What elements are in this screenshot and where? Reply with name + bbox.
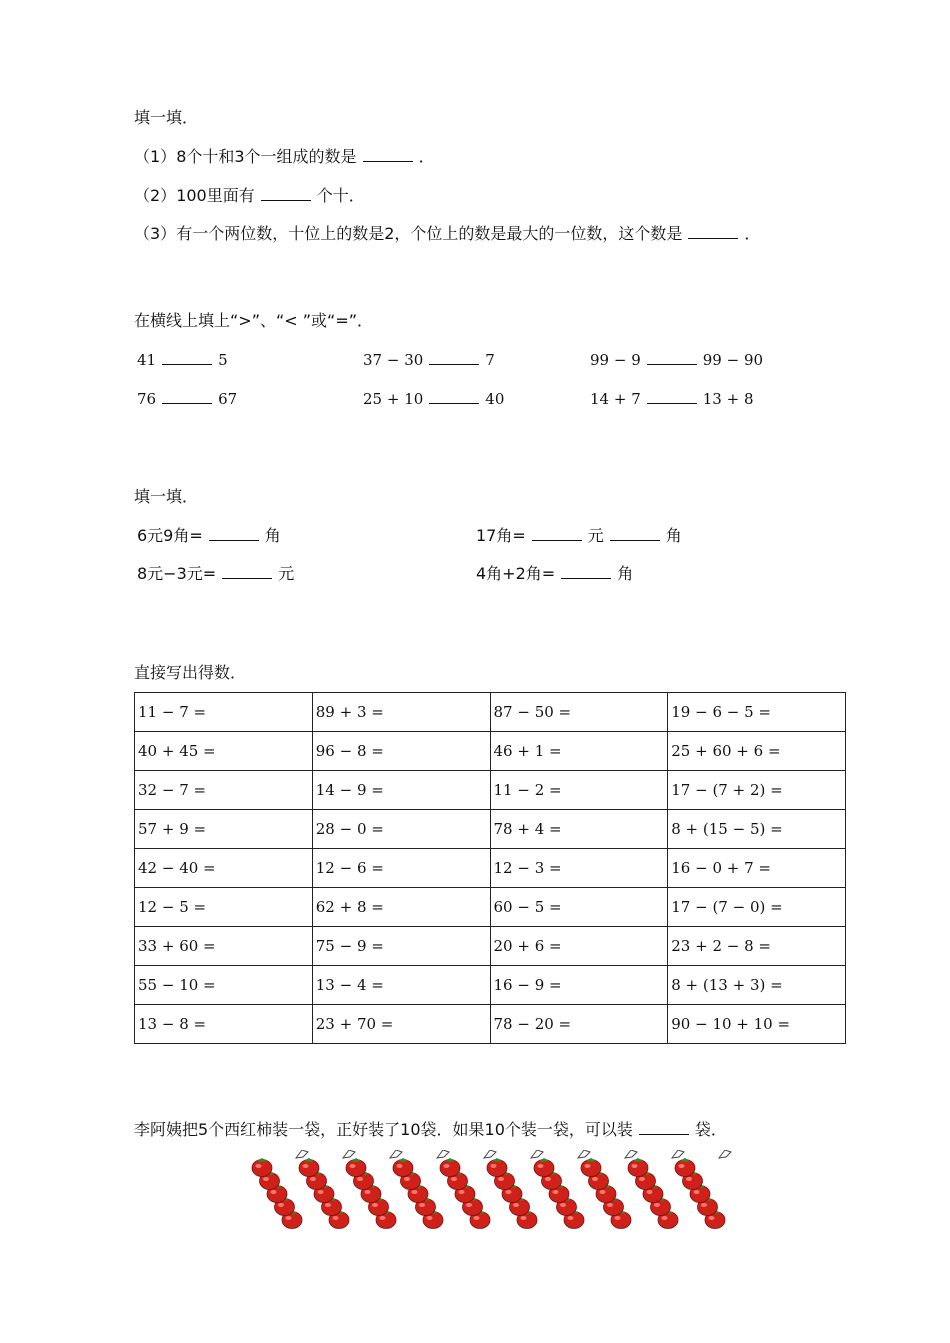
section3-title: 填一填． (134, 487, 199, 506)
compare-item (363, 350, 495, 370)
table-row (135, 732, 846, 771)
tomato (628, 1158, 648, 1177)
calc-cell[interactable]: 75 − 9 = (312, 927, 490, 966)
word-problem-suffix: 袋． (694, 1120, 727, 1139)
section4-title: 直接写出得数． (134, 663, 247, 682)
compare-item (137, 389, 237, 409)
calc-cell[interactable]: 8 + (15 − 5) = (668, 810, 846, 849)
calc-cell[interactable]: 8 + (13 + 3) = (668, 966, 846, 1005)
tomato-bag (487, 1150, 543, 1229)
question-suffix: ． (744, 224, 761, 243)
unit-label: 元 (587, 526, 604, 545)
compare-blank[interactable] (429, 389, 479, 404)
tomato-bag (628, 1150, 684, 1229)
compare-left: 41 (137, 351, 157, 369)
money-expression: 8元−3元= (137, 564, 217, 583)
calc-cell[interactable]: 28 − 0 = (312, 810, 490, 849)
question-number: （3） (134, 224, 177, 243)
answer-blank[interactable] (363, 147, 413, 162)
table-row (135, 966, 846, 1005)
compare-blank[interactable] (647, 389, 697, 404)
compare-left: 99 − 9 (590, 351, 641, 369)
question-1 (134, 147, 435, 167)
compare-right: 13 + 8 (702, 390, 754, 408)
tomato-bag (393, 1150, 449, 1229)
question-number: （1） (134, 147, 177, 166)
calc-cell[interactable]: 90 − 10 + 10 = (668, 1005, 846, 1044)
calc-cell[interactable]: 17 − (7 + 2) = (668, 771, 846, 810)
calc-cell[interactable]: 78 + 4 = (490, 810, 668, 849)
compare-item (137, 350, 228, 370)
tomato (487, 1158, 507, 1177)
table-row (135, 810, 846, 849)
tomato-illustration (246, 1150, 736, 1240)
money-expression: 4角+2角= (476, 564, 556, 583)
tomato (675, 1158, 695, 1177)
compare-right: 40 (485, 390, 505, 408)
bag-knot (343, 1150, 355, 1158)
table-row (135, 927, 846, 966)
question-number: （2） (134, 186, 177, 205)
answer-blank[interactable] (532, 526, 582, 541)
tomato (534, 1158, 554, 1177)
tomato (299, 1158, 319, 1177)
answer-blank[interactable] (261, 186, 311, 201)
tomato-bags-figure (246, 1150, 736, 1236)
unit-label: 角 (617, 564, 634, 583)
money-item (137, 526, 281, 546)
question-text: 8个十和3个一组成的数是 (176, 147, 357, 166)
answer-blank[interactable] (639, 1120, 689, 1135)
calc-cell[interactable]: 46 + 1 = (490, 732, 668, 771)
calc-cell[interactable]: 60 − 5 = (490, 888, 668, 927)
table-row (135, 849, 846, 888)
calc-cell[interactable]: 89 + 3 = (312, 693, 490, 732)
unit-label: 角 (665, 526, 682, 545)
answer-blank[interactable] (688, 224, 738, 239)
calc-cell[interactable]: 11 − 2 = (490, 771, 668, 810)
tomato-bag (581, 1150, 637, 1229)
calc-cell[interactable]: 40 + 45 = (135, 732, 313, 771)
calc-cell[interactable]: 23 + 70 = (312, 1005, 490, 1044)
compare-right: 67 (218, 390, 238, 408)
question-2 (134, 186, 365, 206)
question-3 (134, 224, 760, 244)
section1-title: 填一填． (134, 108, 199, 127)
money-item (137, 564, 294, 584)
bag-knot (625, 1150, 637, 1158)
money-expression: 6元9角= (137, 526, 203, 545)
compare-item (590, 350, 763, 370)
table-row (135, 1005, 846, 1044)
bag-knot (390, 1150, 402, 1158)
calc-table (134, 692, 846, 1044)
compare-left: 37 − 30 (363, 351, 424, 369)
compare-left: 14 + 7 (590, 390, 641, 408)
question-text: 有一个两位数，十位上的数是2，个位上的数是最大的一位数，这个数是 (176, 224, 683, 243)
calc-cell[interactable]: 16 − 0 + 7 = (668, 849, 846, 888)
compare-left: 25 + 10 (363, 390, 424, 408)
question-text: 100里面有 (176, 186, 255, 205)
compare-blank[interactable] (162, 350, 212, 365)
bag-knot (578, 1150, 590, 1158)
calc-cell[interactable]: 25 + 60 + 6 = (668, 732, 846, 771)
tomato (440, 1158, 460, 1177)
answer-blank[interactable] (209, 526, 259, 541)
tomato-bag (675, 1150, 731, 1229)
calc-cell[interactable]: 33 + 60 = (135, 927, 313, 966)
tomato (581, 1158, 601, 1177)
tomato-bag (346, 1150, 402, 1229)
tomato (252, 1158, 272, 1177)
bag-knot (296, 1150, 308, 1158)
calc-cell[interactable]: 12 − 6 = (312, 849, 490, 888)
calc-cell[interactable]: 57 + 9 = (135, 810, 313, 849)
section2-title: 在横线上填上“>”、“< ”或“=”． (134, 311, 374, 330)
calc-cell[interactable]: 42 − 40 = (135, 849, 313, 888)
calc-cell[interactable]: 12 − 3 = (490, 849, 668, 888)
money-item (476, 564, 633, 584)
calc-cell[interactable]: 96 − 8 = (312, 732, 490, 771)
question-suffix: 个十． (316, 186, 365, 205)
calc-cell[interactable]: 87 − 50 = (490, 693, 668, 732)
calc-cell[interactable]: 17 − (7 − 0) = (668, 888, 846, 927)
unit-label: 角 (264, 526, 281, 545)
bag-knot (437, 1150, 449, 1158)
question-suffix: ． (418, 147, 435, 166)
bag-knot (531, 1150, 543, 1158)
tomato-bag (299, 1150, 355, 1229)
calc-cell[interactable]: 13 − 8 = (135, 1005, 313, 1044)
compare-blank[interactable] (647, 350, 697, 365)
answer-blank[interactable] (561, 564, 611, 579)
tomato (393, 1158, 413, 1177)
word-problem-text: 李阿姨把5个西红柿装一袋，正好装了10袋．如果10个装一袋，可以装 (134, 1120, 633, 1139)
calc-cell[interactable]: 78 − 20 = (490, 1005, 668, 1044)
compare-item (590, 389, 754, 409)
compare-right: 5 (218, 351, 228, 369)
compare-blank[interactable] (162, 389, 212, 404)
calc-cell[interactable]: 32 − 7 = (135, 771, 313, 810)
money-expression: 17角= (476, 526, 526, 545)
table-row (135, 771, 846, 810)
calc-cell[interactable]: 55 − 10 = (135, 966, 313, 1005)
calc-cell[interactable]: 62 + 8 = (312, 888, 490, 927)
calc-cell[interactable]: 14 − 9 = (312, 771, 490, 810)
tomato-bag (440, 1150, 496, 1229)
unit-label: 元 (278, 564, 295, 583)
calc-cell[interactable]: 20 + 6 = (490, 927, 668, 966)
table-row (135, 888, 846, 927)
compare-item (363, 389, 504, 409)
bag-knot (719, 1150, 731, 1158)
calc-cell[interactable]: 12 − 5 = (135, 888, 313, 927)
answer-blank[interactable] (610, 526, 660, 541)
table-row (135, 693, 846, 732)
compare-blank[interactable] (429, 350, 479, 365)
calc-cell[interactable]: 16 − 9 = (490, 966, 668, 1005)
compare-right: 99 − 90 (702, 351, 764, 369)
calc-cell[interactable]: 23 + 2 − 8 = (668, 927, 846, 966)
money-item (476, 526, 682, 546)
word-problem (134, 1120, 727, 1140)
tomato-bag (252, 1150, 308, 1229)
tomato (346, 1158, 366, 1177)
compare-left: 76 (137, 390, 157, 408)
calc-cell[interactable]: 19 − 6 − 5 = (668, 693, 846, 732)
tomato-bag (534, 1150, 590, 1229)
bag-knot (484, 1150, 496, 1158)
calc-cell[interactable]: 13 − 4 = (312, 966, 490, 1005)
compare-right: 7 (485, 351, 495, 369)
calc-cell[interactable]: 11 − 7 = (135, 693, 313, 732)
bag-knot (672, 1150, 684, 1158)
answer-blank[interactable] (222, 564, 272, 579)
